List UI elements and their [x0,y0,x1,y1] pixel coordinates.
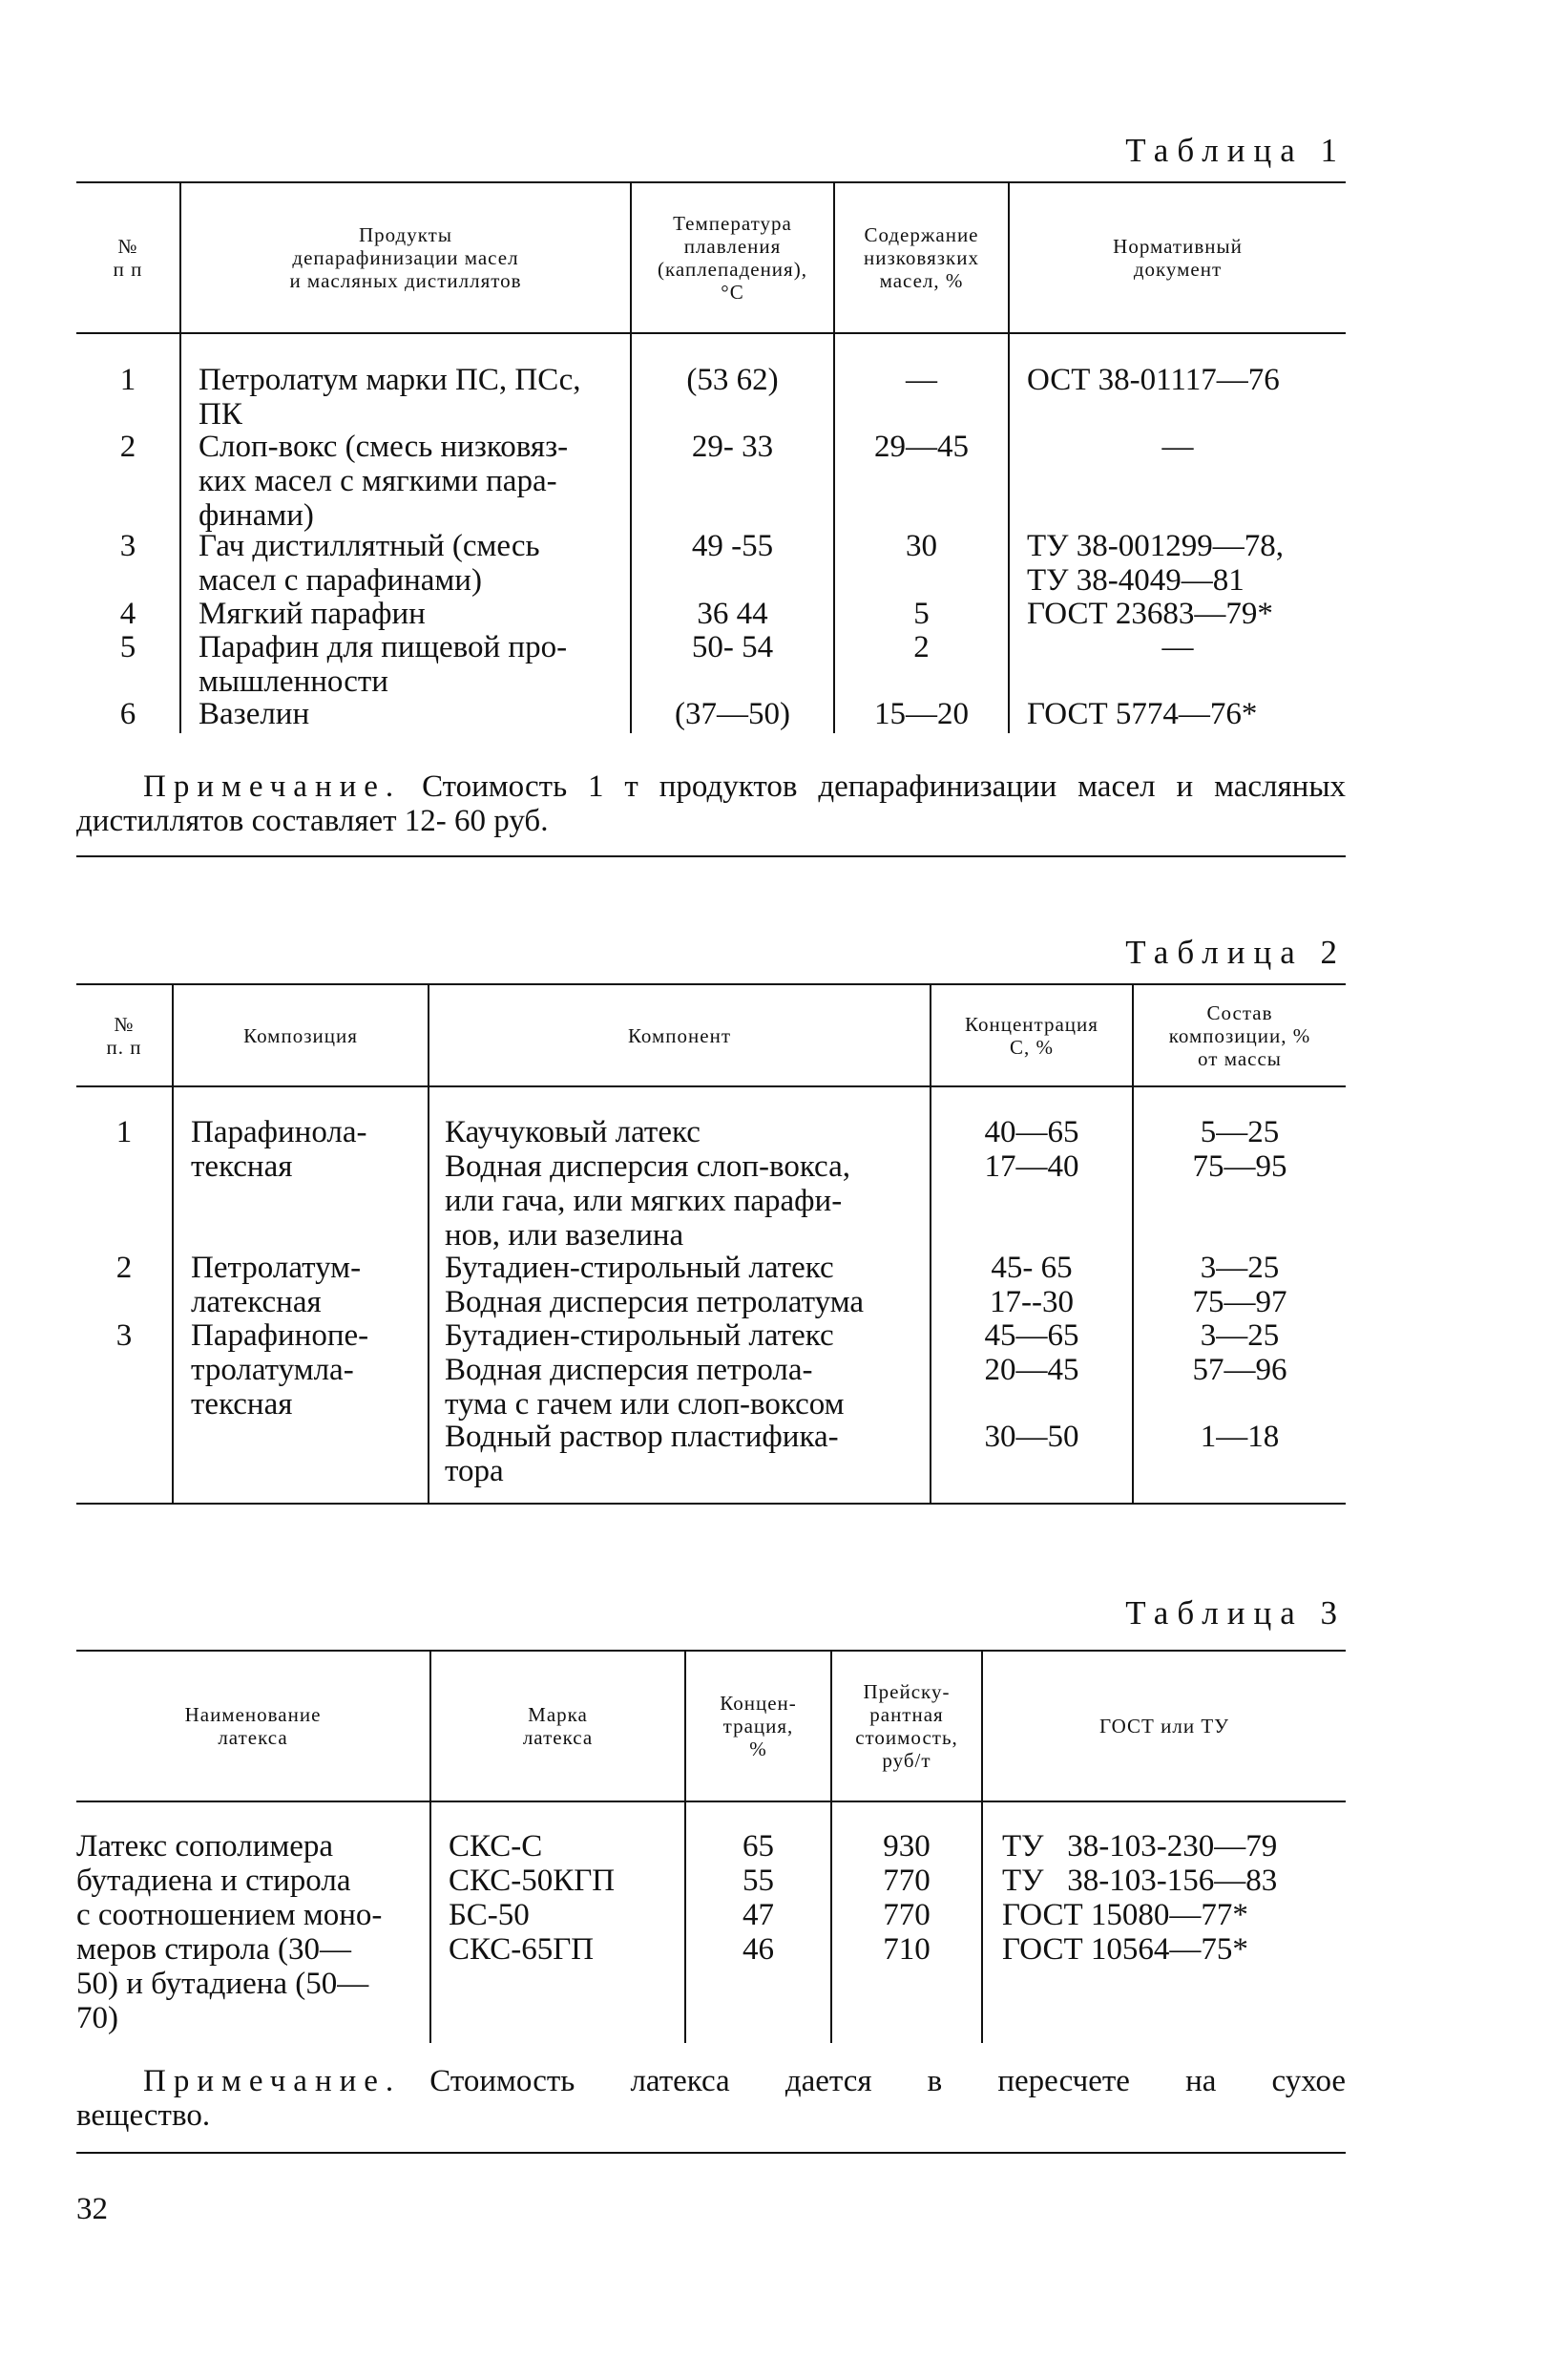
table2-cell-concentration: 20—45 [984,1353,1079,1387]
table2-cell-share: 1—18 [1200,1420,1280,1454]
table1-caption: Таблица 1 [1125,132,1346,169]
table1-cell-num: 4 [119,597,136,631]
table1-cell-product: Слоп-вокс (смесь низковяз- ких масел с мягкими пара- финами) [199,430,569,533]
table2-cell-num: 3 [115,1318,133,1353]
table2-bottom-rule [76,1503,1346,1505]
table1-cell-content: 5 [913,597,930,631]
table1-cell-num: 6 [119,697,136,731]
table3-bottom-rule [76,2152,1346,2154]
table1-header-num: № п п [113,235,143,281]
table2-header-concentration: Концентрация С, % [965,1013,1098,1059]
table3-cell-conc: 47 [743,1898,774,1932]
table2-cell-composition: Парафинола- тексная [191,1115,367,1184]
table3-note-text: Стоимость латекса дается в пересчете на сухое вещество. [76,2064,1347,2133]
table2-cell-num: 2 [115,1251,133,1285]
table3-caption: Таблица 3 [1125,1594,1346,1632]
table1-cell-product: Гач дистиллятный (смесь масел с парафинами) [199,529,540,598]
table2-header-rule [76,1085,1346,1087]
table1-cell-temp: (53 62) [686,363,779,397]
table2-top-rule [76,983,1346,985]
table1-cell-num: 3 [119,529,136,563]
table3-cell-gost: ГОСТ 10564—75* [1002,1932,1248,1967]
table1-cell-product: Вазелин [199,697,310,731]
table1-cell-temp: 49 -55 [691,529,774,563]
table1-cell-doc: ТУ 38-001299—78, ТУ 38-4049—81 [1027,529,1285,598]
table1-cell-doc: — [1161,430,1194,464]
table3-header-rule [76,1801,1346,1802]
table3-cell-gost: ТУ 38-103-230—79 [1002,1829,1278,1864]
table1-cell-doc: — [1161,630,1194,664]
table2-cell-component: Водный раствор пластифика- тора [445,1420,839,1488]
table1-cell-doc: ОСТ 38-01117—76 [1027,363,1280,397]
table1-header-doc: Нормативный документ [1113,235,1243,281]
table3-cell-gost: ТУ 38-103-156—83 [1002,1864,1278,1898]
table2-cell-share: 57—96 [1192,1353,1287,1387]
table2-cell-share: 75—97 [1192,1285,1287,1319]
table2-cell-composition: Парафинопе- тролатумла- тексная [191,1318,369,1422]
table3-cell-name: Латекс сополимера бутадиена и стирола с соотношением моно- меров стирола (30— 50) и бутадиена (50— 70) [76,1829,383,2035]
table1-cell-content: 15—20 [874,697,969,731]
table3-cell-brand: СКС-65ГП [449,1932,595,1967]
table1-cell-num: 2 [119,430,136,464]
table1-bottom-rule [76,855,1346,857]
table2-cell-concentration: 17—40 [984,1149,1079,1184]
table3-cell-conc: 65 [743,1829,774,1864]
table1-cell-product: Парафин для пищевой про- мышленности [199,630,568,699]
table3-header-price: Прейску- рантная стоимость, руб/т [855,1680,958,1772]
table3-header-gost: ГОСТ или ТУ [1098,1715,1230,1738]
table2-cell-component: Бутадиен-стирольный латекс [445,1318,834,1353]
table1-cell-num: 5 [119,630,136,664]
table1-header-temp: Температура плавления (каплепадения), °С [658,212,807,304]
table1-top-rule [76,181,1346,183]
table3-cell-price: 930 [883,1829,931,1864]
table2-cell-component: Водная дисперсия слоп-вокса, или гача, или мягких парафи- нов, или вазелина [445,1149,851,1253]
table2-caption: Таблица 2 [1125,934,1346,971]
table1-note-label: Примечание. [143,769,402,804]
table3-header-name: Наименование латекса [184,1703,322,1749]
table2-cell-component: Бутадиен-стирольный латекс [445,1251,834,1285]
table1-cell-doc: ГОСТ 23683—79* [1027,597,1273,631]
table3-cell-conc: 46 [743,1932,774,1967]
table1-cell-doc: ГОСТ 5774—76* [1027,697,1258,731]
table1-header-content: Содержание низковязких масел, % [864,223,979,292]
table3-cell-brand: БС-50 [449,1898,530,1932]
table1-cell-temp: 36 44 [697,597,768,631]
table2-cell-component: Каучуковый латекс [445,1115,701,1149]
table1-cell-product: Мягкий парафин [199,597,426,631]
table3-cell-brand: СКС-С [449,1829,543,1864]
table2-cell-concentration: 45- 65 [991,1251,1073,1285]
table1-header-product: Продукты депарафинизации масел и масляных дистиллятов [289,223,522,292]
table1-cell-temp: 50- 54 [691,630,774,664]
table1-note [76,769,1346,838]
table2-cell-share: 75—95 [1192,1149,1287,1184]
table2-cell-component: Водная дисперсия петролатума [445,1285,865,1319]
table3-cell-brand: СКС-50КГП [449,1864,616,1898]
table1-cell-num: 1 [119,363,136,397]
table3-cell-price: 710 [883,1932,931,1967]
table1-cell-content: 30 [906,529,937,563]
table2-cell-concentration: 30—50 [984,1420,1079,1454]
page-number: 32 [76,2192,108,2226]
table3-cell-conc: 55 [743,1864,774,1898]
table3-header-brand: Марка латекса [522,1703,594,1749]
table2-cell-concentration: 40—65 [984,1115,1079,1149]
table3-cell-price: 770 [883,1864,931,1898]
table1-cell-temp: (37—50) [675,697,790,731]
table2-header-num: № п. п [106,1013,142,1059]
table3-note [76,2064,1346,2133]
table2-cell-concentration: 45—65 [984,1318,1079,1353]
table1-cell-product: Петролатум марки ПС, ПСс, ПК [199,363,581,432]
table3-top-rule [76,1650,1346,1652]
table2-cell-composition: Петролатум- латексная [191,1251,362,1319]
table1-cell-temp: 29- 33 [691,430,774,464]
table2-cell-share: 3—25 [1200,1318,1280,1353]
table3-note-label: Примечание. [143,2064,402,2098]
table2-header-share: Состав композиции, % от массы [1168,1001,1311,1070]
table1-cell-content: 2 [913,630,930,664]
table3-header-conc: Концен- трация, % [720,1692,797,1760]
table1-cell-content: 29—45 [874,430,969,464]
table1-cell-content: — [906,363,937,397]
table2-header-composition: Композиция [243,1024,358,1047]
table1-header-rule [76,332,1346,334]
table2-header-component: Компонент [627,1024,732,1047]
table2-cell-concentration: 17--30 [990,1285,1074,1319]
table3-cell-price: 770 [883,1898,931,1932]
table2-cell-share: 3—25 [1200,1251,1280,1285]
table1-note-text: Стоимость 1 т продуктов депарафинизации масел и масляных дистиллятов составляет 12- 60 руб. [76,769,1347,838]
table2-cell-component: Водная дисперсия петрола- тума с гачем или слоп-воксом [445,1353,845,1422]
table3-cell-gost: ГОСТ 15080—77* [1002,1898,1248,1932]
table2-cell-num: 1 [115,1115,133,1149]
table2-cell-share: 5—25 [1200,1115,1280,1149]
